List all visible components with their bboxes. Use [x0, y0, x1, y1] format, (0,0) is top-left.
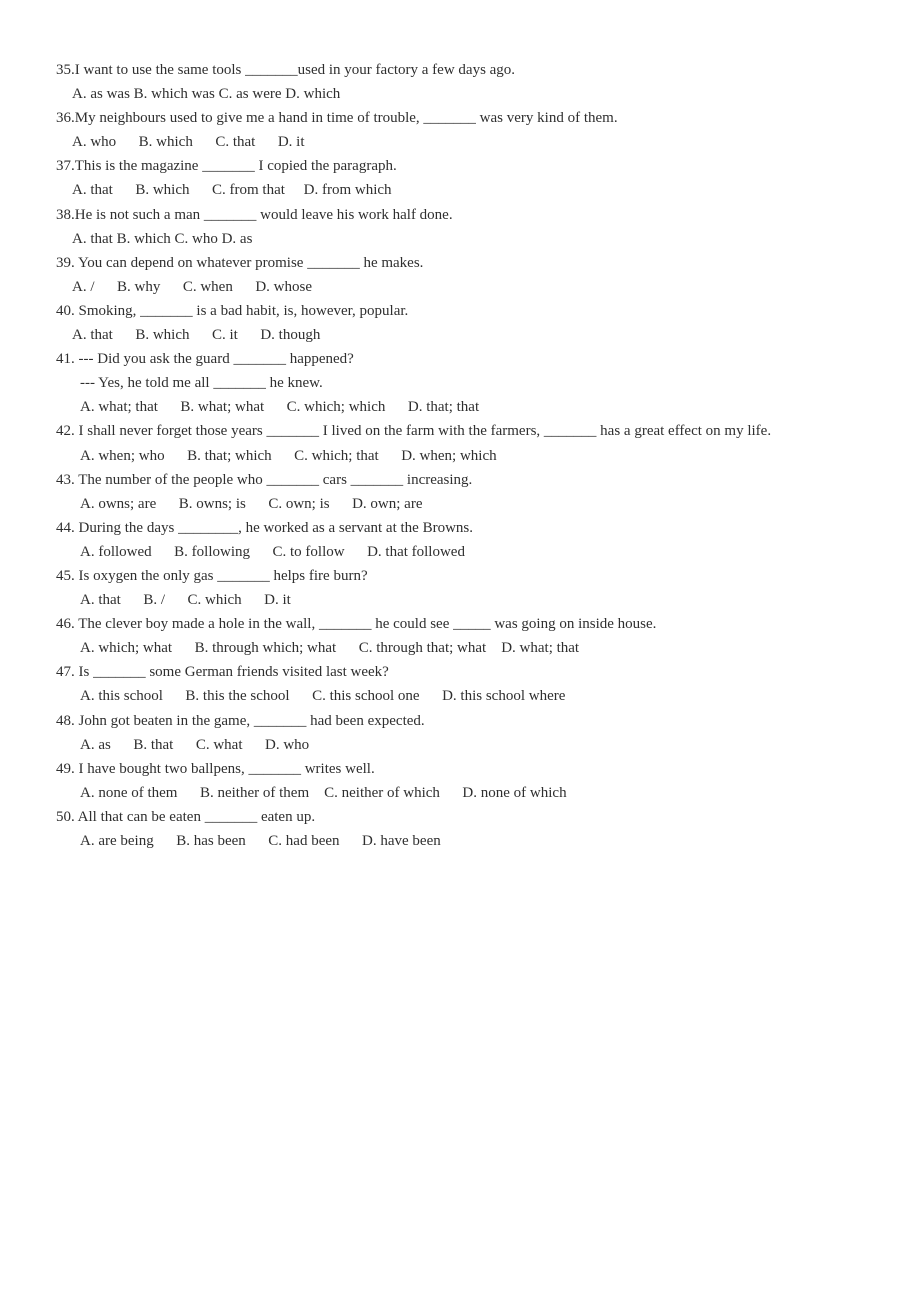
question-39-options: A. / B. why C. when D. whose: [72, 278, 312, 295]
question-43-stem: 43. The number of the people who _______ cars _______ increasing.: [56, 471, 473, 488]
question-48-stem: 48. John got beaten in the game, _______ had been expected.: [56, 712, 425, 729]
question-46-stem: 46. The clever boy made a hole in the wall, _______ he could see _____ was going on inside house.: [56, 616, 657, 633]
document-body: [56, 58, 886, 853]
question-46-options: A. which; what B. through which; what C. through that; what D. what; that: [80, 640, 580, 657]
question-35-stem: 35.I want to use the same tools _______used in your factory a few days ago.: [56, 62, 516, 78]
question-38-stem: 38.He is not such a man _______ would leave his work half done.: [56, 206, 453, 223]
question-36-stem: 36.My neighbours used to give me a hand in time of trouble, _______ was very kind of them.: [56, 110, 618, 127]
question-49-options: A. none of them B. neither of them C. neither of which D. none of which: [80, 784, 567, 801]
question-35-options: A. as was B. which was C. as were D. which: [72, 86, 341, 103]
question-40-stem: 40. Smoking, _______ is a bad habit, is, however, popular.: [56, 302, 409, 319]
question-49-stem: 49. I have bought two ballpens, _______ writes well.: [56, 760, 375, 777]
question-41-stem: 41. --- Did you ask the guard _______ happened?: [56, 351, 354, 368]
question-45-stem: 45. Is oxygen the only gas _______ helps fire burn?: [56, 567, 368, 584]
question-37-options: A. that B. which C. from that D. from which: [72, 182, 392, 199]
question-44-options: A. followed B. following C. to follow D. that followed: [80, 543, 465, 560]
question-45-options: A. that B. / C. which D. it: [80, 592, 291, 609]
question-37-stem: 37.This is the magazine _______ I copied the paragraph.: [56, 158, 397, 175]
question-47-options: A. this school B. this the school C. this school one D. this school where: [80, 688, 566, 705]
question-38-options: A. that B. which C. who D. as: [72, 230, 253, 247]
question-41-stem-continued: --- Yes, he told me all _______ he knew.: [80, 375, 323, 392]
question-43-options: A. owns; are B. owns; is C. own; is D. own; are: [80, 495, 423, 512]
question-48-options: A. as B. that C. what D. who: [80, 736, 310, 753]
question-42-stem: 42. I shall never forget those years _______ I lived on the farm with the farmers, _______ has a great effect on my life.: [56, 423, 772, 440]
question-50-stem: 50. All that can be eaten _______ eaten up.: [56, 808, 316, 825]
question-36-options: A. who B. which C. that D. it: [72, 134, 305, 151]
question-42-options: A. when; who B. that; which C. which; that D. when; which: [80, 447, 497, 464]
question-39-stem: 39. You can depend on whatever promise _______ he makes.: [56, 254, 424, 271]
question-44-stem: 44. During the days ________, he worked as a servant at the Browns.: [56, 519, 473, 536]
question-47-stem: 47. Is _______ some German friends visited last week?: [56, 664, 389, 681]
question-41-options: A. what; that B. what; what C. which; which D. that; that: [80, 399, 480, 416]
question-40-options: A. that B. which C. it D. though: [72, 327, 321, 344]
question-50-options: A. are being B. has been C. had been D. have been: [80, 833, 441, 849]
